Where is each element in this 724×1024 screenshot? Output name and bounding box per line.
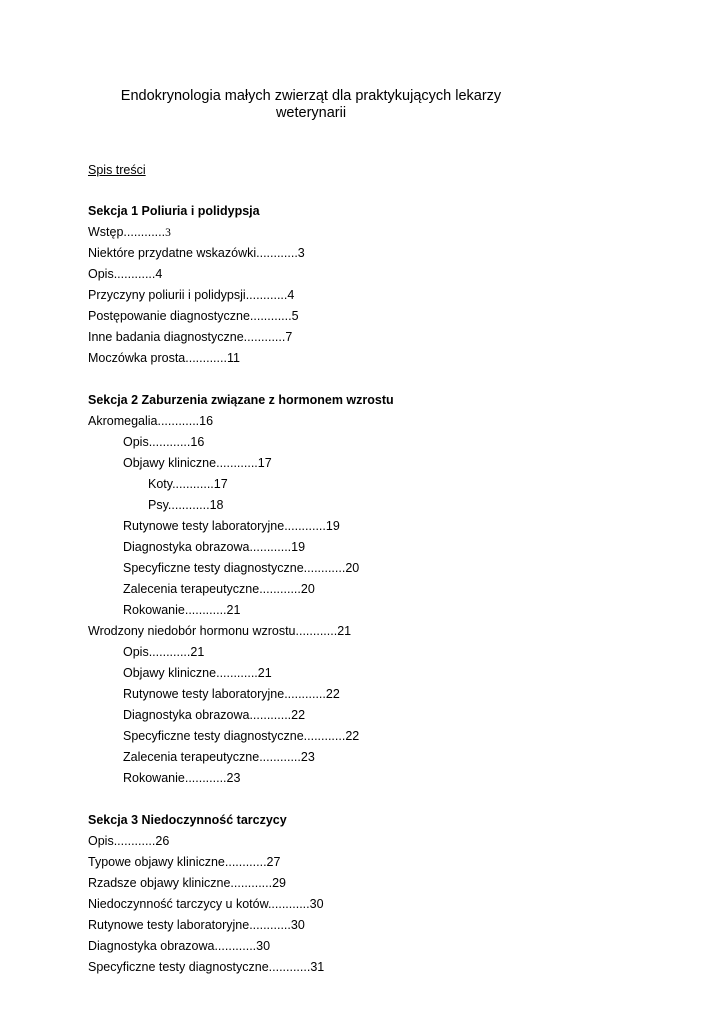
toc-entry-page-number: 31: [310, 960, 325, 974]
toc-entry-label: Specyficzne testy diagnostyczne............: [123, 561, 346, 575]
toc-entry-label: Diagnostyka obrazowa............: [123, 540, 292, 554]
toc-entry-label: Specyficzne testy diagnostyczne............: [88, 960, 311, 974]
toc-entry-page-number: 19: [291, 540, 306, 554]
toc-entry-label: Inne badania diagnostyczne............: [88, 330, 286, 344]
toc-entry-label: Przyczyny poliurii i polidypsji............: [88, 288, 288, 302]
toc-entry-label: Postępowanie diagnostyczne............: [88, 309, 292, 323]
toc-entry[interactable]: [88, 896, 688, 917]
toc-entry[interactable]: [88, 581, 688, 602]
toc-entry-label: Specyficzne testy diagnostyczne............: [123, 729, 346, 743]
toc-entry-page-number: 3: [297, 246, 305, 260]
toc-entry-page-number: 21: [226, 603, 241, 617]
toc-entry-page-number: 22: [291, 708, 306, 722]
toc-entry-label: Objawy kliniczne............: [123, 456, 258, 470]
toc-entry-page-number: 18: [209, 498, 224, 512]
toc-entry-page-number: 26: [155, 834, 170, 848]
toc-entry-label: Opis............: [88, 267, 156, 281]
toc-entry-page-number: 30: [309, 897, 324, 911]
toc-entry[interactable]: [88, 665, 688, 686]
toc-entry[interactable]: [88, 938, 688, 959]
toc-entry[interactable]: [88, 644, 688, 665]
toc-entry-page-number: 29: [272, 876, 287, 890]
toc-entry-label: Opis............: [88, 834, 156, 848]
toc-entry-page-number: 23: [300, 750, 315, 764]
toc-entry-page-number: 3: [165, 227, 171, 239]
toc-entry-label: Psy............: [148, 498, 210, 512]
toc-entry-label: Akromegalia............: [88, 414, 200, 428]
toc-entry[interactable]: [88, 959, 688, 980]
toc-entry[interactable]: [88, 623, 688, 644]
toc-entry[interactable]: [88, 329, 688, 350]
toc-entry-label: Diagnostyka obrazowa............: [88, 939, 257, 953]
toc-entry[interactable]: [88, 875, 688, 896]
toc-entry-label: Rutynowe testy laboratoryjne............: [88, 918, 291, 932]
toc-entry-label: Koty............: [148, 477, 214, 491]
toc-entry-page-number: 20: [345, 561, 360, 575]
toc-entry[interactable]: [88, 728, 688, 749]
toc-entry-label: Objawy kliniczne............: [123, 666, 258, 680]
toc-entry-label: Rzadsze objawy kliniczne............: [88, 876, 273, 890]
toc-entry[interactable]: [88, 413, 688, 434]
toc-entry-page-number: 22: [345, 729, 360, 743]
toc-entry-page-number: 27: [266, 855, 281, 869]
toc-entry-label: Rutynowe testy laboratoryjne............: [123, 687, 326, 701]
toc-entry-page-number: 21: [337, 624, 352, 638]
toc-heading[interactable]: Spis treści: [88, 163, 146, 177]
toc-entry[interactable]: [88, 455, 688, 476]
toc-entry-page-number: 17: [257, 456, 272, 470]
toc-entry[interactable]: [88, 266, 688, 287]
toc-entry-page-number: 17: [213, 477, 228, 491]
toc-entry[interactable]: [88, 854, 688, 875]
toc-entry[interactable]: [88, 917, 688, 938]
toc-entry[interactable]: [88, 560, 688, 581]
toc-entry[interactable]: [88, 749, 688, 770]
toc-entry-page-number: 4: [287, 288, 295, 302]
toc-entry[interactable]: [88, 686, 688, 707]
toc-entry[interactable]: [88, 434, 688, 455]
toc-entry[interactable]: [88, 287, 688, 308]
toc-entry-label: Zalecenia terapeutyczne............: [123, 582, 301, 596]
toc-entry-page-number: 7: [285, 330, 293, 344]
toc-entry[interactable]: [88, 707, 688, 728]
toc-entry-label: Zalecenia terapeutyczne............: [123, 750, 301, 764]
document-title: [0, 88, 622, 122]
toc-entry-page-number: 16: [190, 435, 205, 449]
toc-entry[interactable]: [88, 602, 688, 623]
toc-entry-page-number: 21: [257, 666, 272, 680]
toc-entry[interactable]: [88, 476, 688, 497]
toc-entry-label: Opis............: [123, 645, 191, 659]
toc-entry-page-number: 5: [291, 309, 299, 323]
toc-entry-label: Rokowanie............: [123, 603, 227, 617]
toc-entry-label: Wrodzony niedobór hormonu wzrostu............: [88, 624, 338, 638]
toc-entry-page-number: 23: [226, 771, 241, 785]
table-of-contents: [88, 203, 688, 980]
toc-entry[interactable]: [88, 224, 688, 245]
toc-entry-label: Opis............: [123, 435, 191, 449]
toc-entry[interactable]: [88, 539, 688, 560]
toc-entry-label: Wstęp............: [88, 225, 166, 239]
section-title: Sekcja 1 Poliuria i polidypsja: [88, 204, 260, 218]
toc-entry-label: Niektóre przydatne wskazówki............: [88, 246, 298, 260]
toc-entry-label: Diagnostyka obrazowa............: [123, 708, 292, 722]
toc-entry-page-number: 11: [226, 351, 240, 365]
section-title: Sekcja 3 Niedoczynność tarczycy: [88, 813, 287, 827]
toc-entry-page-number: 16: [199, 414, 214, 428]
toc-entry[interactable]: [88, 833, 688, 854]
toc-entry-label: Rokowanie............: [123, 771, 227, 785]
toc-entry-label: Moczówka prosta............: [88, 351, 227, 365]
toc-entry-page-number: 30: [290, 918, 305, 932]
toc-entry-page-number: 19: [325, 519, 340, 533]
toc-entry[interactable]: [88, 308, 688, 329]
toc-entry[interactable]: [88, 245, 688, 266]
toc-entry-label: Rutynowe testy laboratoryjne............: [123, 519, 326, 533]
toc-entry-page-number: 22: [325, 687, 340, 701]
toc-entry-label: Typowe objawy kliniczne............: [88, 855, 267, 869]
toc-entry[interactable]: [88, 770, 688, 791]
document-title-line-1: Endokrynologia małych zwierząt dla praktykujących lekarzy: [120, 88, 502, 104]
toc-entry-page-number: 4: [155, 267, 163, 281]
toc-entry[interactable]: [88, 497, 688, 518]
section-title: Sekcja 2 Zaburzenia związane z hormonem wzrostu: [88, 393, 394, 407]
document-title-line-2: weterynarii: [275, 105, 347, 121]
toc-entry-label: Niedoczynność tarczycy u kotów............: [88, 897, 310, 911]
toc-entry[interactable]: [88, 350, 688, 371]
toc-section: [88, 392, 688, 791]
toc-section: [88, 203, 688, 371]
toc-entry-page-number: 21: [190, 645, 205, 659]
toc-entry-page-number: 20: [300, 582, 315, 596]
toc-entry-page-number: 30: [256, 939, 271, 953]
toc-entry[interactable]: [88, 518, 688, 539]
toc-section: [88, 812, 688, 980]
